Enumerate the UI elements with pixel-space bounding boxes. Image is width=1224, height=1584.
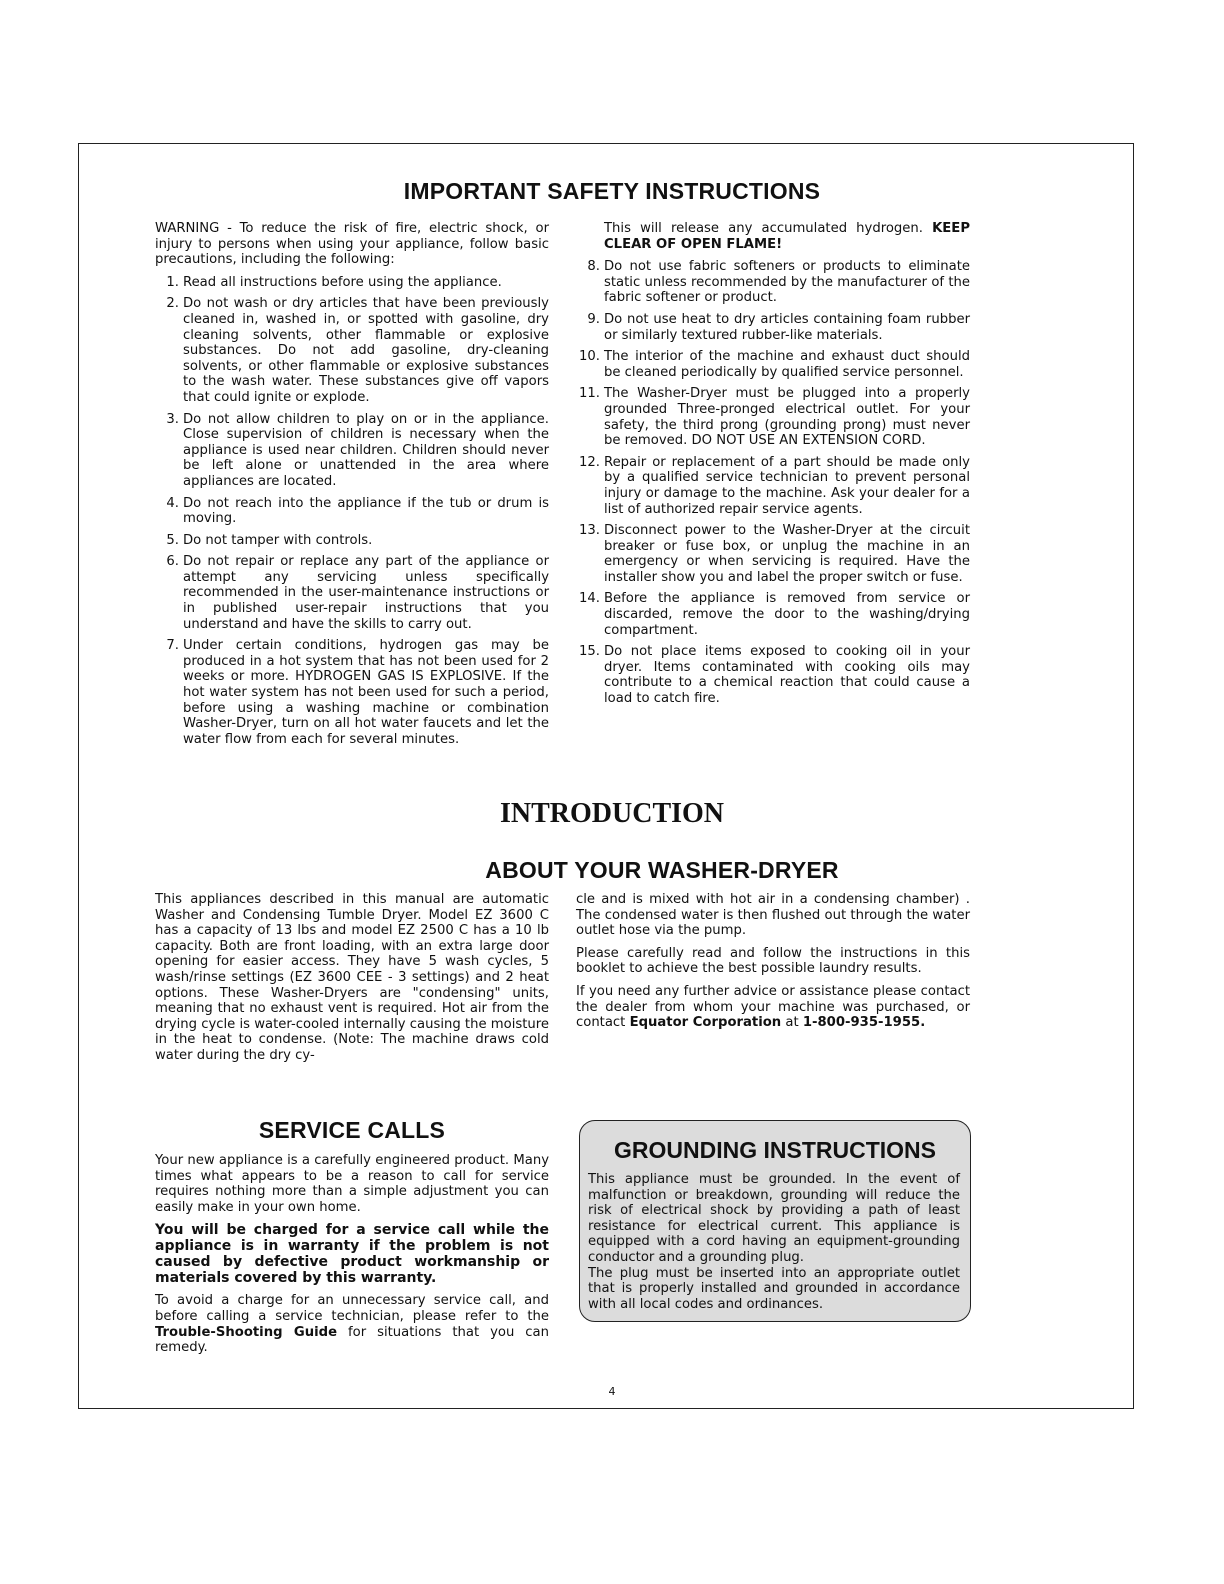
item-text: Disconnect power to the Washer-Dryer at the circuit breaker or fuse box, or unplug the machine in an emergency or when servicing is required. Have the installer show you and label the proper switch or fuse. (604, 523, 970, 585)
item-number: 3. (166, 411, 179, 427)
item7-continuation: This will release any accumulated hydrogen. KEEP CLEAR OF OPEN FLAME! (604, 221, 970, 252)
intro-paragraph: This appliances described in this manual are automatic Washer and Condensing Tumble Dryer. Model EZ 3600 C has a capacity of 13 lbs and model EZ 2500 C has a 10 lb capacity. Both are front loading, with an extra large door opening for easier access. They have 5 wash cycles, 5 wash/rinse settings (EZ 3600 CEE - 3 settings) and 2 heat options. These Washer-Dryers are "condensing" units, meaning that no exhaust vent is required. Hot air from the drying cycle is water-cooled internally causing the moisture in the heat to condense. (Note: The machine draws cold water during the dry cy- (155, 892, 549, 1063)
grounding-paragraph: This appliance must be grounded. In the event of malfunction or breakdown, grounding will reduce the risk of electrical shock by providing a path of least resistance for electrical current. This appliance is equipped with a cord having an equipment-grounding conductor and a grounding plug. (588, 1172, 960, 1265)
item-number: 15. (579, 644, 600, 660)
item-text: Before the appliance is removed from service or discarded, remove the door to the washing/drying compartment. (604, 591, 970, 638)
item-number: 1. (166, 274, 179, 290)
intro-right-column (576, 892, 970, 1038)
safety-item (576, 591, 970, 638)
item-text: Do not tamper with controls. (183, 532, 373, 548)
keep-clear-warning: KEEP CLEAR OF OPEN FLAME! (604, 221, 970, 252)
service-warranty-notice: You will be charged for a service call while the appliance is in warranty if the problem is not caused by defective product workmanship or materials covered by this warranty. (155, 1222, 549, 1287)
item-text: Do not allow children to play on or in the appliance. Close supervision of children is necessary when the appliance is used near children. Children should never be left alone or unattended in the area where appliances are located. (183, 411, 549, 489)
item-text: Do not use heat to dry articles containing foam rubber or similarly textured rubber-like materials. (604, 311, 970, 343)
item-text: Read all instructions before using the appliance. (183, 274, 502, 290)
safety-left-column (155, 221, 549, 753)
item-text: The interior of the machine and exhaust duct should be cleaned periodically by qualified service personnel. (604, 349, 970, 380)
safety-item (155, 275, 549, 291)
grounding-body (580, 1172, 970, 1312)
intro-paragraph-read: Please carefully read and follow the instructions in this booklet to achieve the best possible laundry results. (576, 945, 970, 977)
item-number: 14. (579, 591, 600, 607)
item-number: 9. (587, 311, 600, 327)
safety-list-left (155, 275, 549, 748)
item-text: Do not place items exposed to cooking oil in your dryer. Items contaminated with cooking oils may contribute to a chemical reaction that could cause a load to catch fire. (604, 644, 970, 707)
troubleshooting-guide-ref: Trouble-Shooting Guide (155, 1324, 338, 1340)
item-number: 7. (166, 638, 179, 654)
item-number: 5. (166, 532, 179, 548)
grounding-box (579, 1120, 971, 1322)
service-title: SERVICE CALLS (258, 1117, 446, 1143)
safety-item (576, 349, 970, 380)
item-text: Do not reach into the appliance if the tub or drum is moving. (183, 495, 549, 527)
item-text: Do not repair or replace any part of the appliance or attempt any servicing unless specifically recommended in the user-maintenance instructions or in published user-repair instructions that you understand and have the skills to carry out. (183, 554, 549, 632)
page-number: 4 (608, 1385, 616, 1398)
safety-item (576, 312, 970, 343)
safety-item (155, 638, 549, 747)
safety-item (155, 412, 549, 490)
company-name: Equator Corporation (629, 1015, 782, 1031)
item-text: The Washer-Dryer must be plugged into a properly grounded Three-pronged electrical outlet. For your safety, the third prong (grounding prong) must never be removed. DO NOT USE AN EXTENSION CORD. (604, 386, 970, 449)
safety-item (576, 386, 970, 448)
grounding-paragraph-plug: The plug must be inserted into an appropriate outlet that is properly installed and grounded in accordance with all local codes and ordinances. (588, 1265, 960, 1312)
item-number: 2. (166, 296, 179, 312)
service-column (155, 1153, 549, 1363)
safety-item (155, 496, 549, 527)
intro-left-column (155, 892, 549, 1071)
item-text: Do not use fabric softeners or products to eliminate static unless recommended by the manufacturer of the fabric softener or product. (604, 259, 970, 306)
item-number: 10. (579, 349, 600, 365)
safety-item (576, 523, 970, 585)
item-number: 6. (166, 554, 179, 570)
intro-paragraph-contact: If you need any further advice or assistance please contact the dealer from whom your machine was purchased, or contact Equator Corporation at 1-800-935-1955. (576, 983, 970, 1031)
safety-item (576, 644, 970, 706)
item-number: 12. (579, 454, 600, 470)
item-number: 11. (579, 386, 600, 402)
item-text: Repair or replacement of a part should be made only by a qualified service technician to prevent personal injury or damage to the machine. Ask your dealer for a list of authorized repair service agents. (604, 454, 970, 517)
service-guide-paragraph: To avoid a charge for an unnecessary service call, and before calling a service technician, please refer to the Trouble-Shooting Guide for situations that you can remedy. (155, 1293, 549, 1356)
item-text: Under certain conditions, hydrogen gas may be produced in a hot system that has not been used for 2 weeks or more. HYDROGEN GAS IS EXPLOSIVE. If the hot water system has not been used for such a period, before using a washing machine or combination Washer-Dryer, turn on all hot water faucets and let the water flow from each for several minutes. (183, 638, 549, 747)
safety-item (155, 533, 549, 549)
safety-right-column (576, 221, 970, 713)
item-text: Do not wash or dry articles that have been previously cleaned in, washed in, or spotted with gasoline, dry cleaning solvents, other flammable or explosive substances. Do not add gasoline, dry-cleaning solvents, or other flammable or explosive substances to the wash water. These substances give off vapors that could ignite or explode. (183, 296, 549, 405)
safety-item (155, 554, 549, 632)
item-number: 13. (579, 523, 600, 539)
safety-item (576, 259, 970, 306)
intro-paragraph-cont: cle and is mixed with hot air in a condensing chamber) . The condensed water is then flushed out through the water outlet hose via the pump. (576, 892, 970, 939)
item-number: 4. (166, 495, 179, 511)
service-paragraph: Your new appliance is a carefully engineered product. Many times what appears to be a reason to call for service requires nothing more than a simple adjustment you can easily make in your own home. (155, 1153, 549, 1215)
safety-item (155, 296, 549, 405)
intro-title: INTRODUCTION (499, 798, 725, 829)
phone-number: 1-800-935-1955. (802, 1015, 926, 1031)
safety-list-right (576, 259, 970, 706)
item-number: 8. (587, 259, 600, 275)
grounding-title: GROUNDING INSTRUCTIONS (614, 1137, 936, 1163)
safety-item (576, 455, 970, 517)
intro-subtitle: ABOUT YOUR WASHER-DRYER (485, 857, 839, 883)
safety-title: IMPORTANT SAFETY INSTRUCTIONS (403, 178, 821, 204)
safety-warning: WARNING - To reduce the risk of fire, electric shock, or injury to persons when using your appliance, follow basic precautions, including the following: (155, 221, 549, 268)
